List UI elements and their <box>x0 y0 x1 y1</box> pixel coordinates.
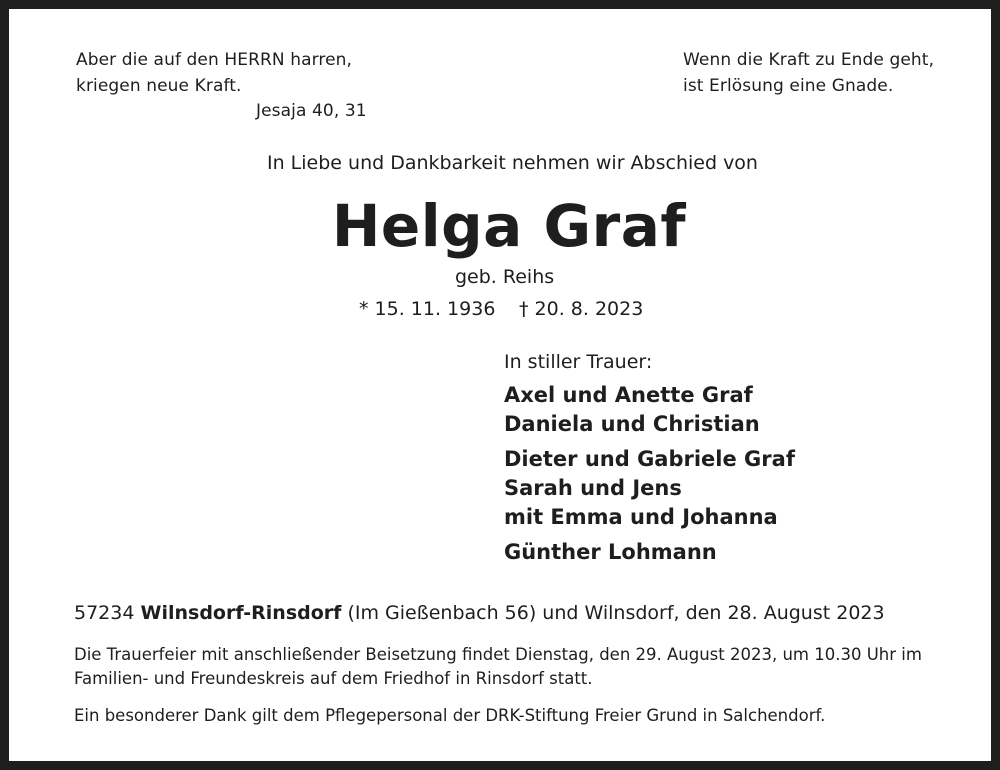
mourner-name: Dieter und Gabriele Graf <box>504 447 795 471</box>
verse-left-line-1: Aber die auf den HERRN harren, <box>76 50 353 70</box>
mourner-name: Axel und Anette Graf <box>504 383 753 407</box>
deceased-name: Helga Graf <box>331 192 687 260</box>
thanks-note: Ein besonderer Dank gilt dem Pflegepersonal der DRK-Stiftung Freier Grund in Salchendorf. <box>74 706 826 725</box>
mourners-intro: In stiller Trauer: <box>504 351 653 373</box>
place-date-line <box>74 602 885 624</box>
verse-reference: Jesaja 40, 31 <box>256 101 367 121</box>
funeral-info-line-1: Die Trauerfeier mit anschließender Beisetzung findet Dienstag, den 29. August 2023, um 10.30 Uhr im <box>74 645 922 664</box>
verse-right-line-2: ist Erlösung eine Gnade. <box>683 76 894 96</box>
mourner-name: Sarah und Jens <box>504 476 682 500</box>
farewell-intro: In Liebe und Dankbarkeit nehmen wir Abschied von <box>267 152 758 174</box>
death-date: † 20. 8. 2023 <box>519 298 644 320</box>
verse-left-line-2: kriegen neue Kraft. <box>76 76 242 96</box>
mourners-group-3 <box>504 538 717 567</box>
maiden-name: geb. Reihs <box>455 266 555 288</box>
town-name: Wilnsdorf-Rinsdorf <box>140 602 342 624</box>
verse-right-line-1: Wenn die Kraft zu Ende geht, <box>683 50 935 70</box>
funeral-info-line-2: Familien- und Freundeskreis auf dem Friedhof in Rinsdorf statt. <box>74 669 593 688</box>
mourner-name: mit Emma und Johanna <box>504 505 778 529</box>
mourners-group-2 <box>504 445 795 532</box>
address-date: (Im Gießenbach 56) und Wilnsdorf, den 28. August 2023 <box>347 602 885 624</box>
funeral-info <box>74 643 922 691</box>
verse-left <box>76 47 352 99</box>
mourners-group-1 <box>504 381 760 439</box>
mourner-name: Günther Lohmann <box>504 540 717 564</box>
zip-code: 57234 <box>74 602 135 624</box>
verse-right <box>683 47 934 99</box>
birth-date: * 15. 11. 1936 <box>359 298 496 320</box>
mourner-name: Daniela und Christian <box>504 412 760 436</box>
